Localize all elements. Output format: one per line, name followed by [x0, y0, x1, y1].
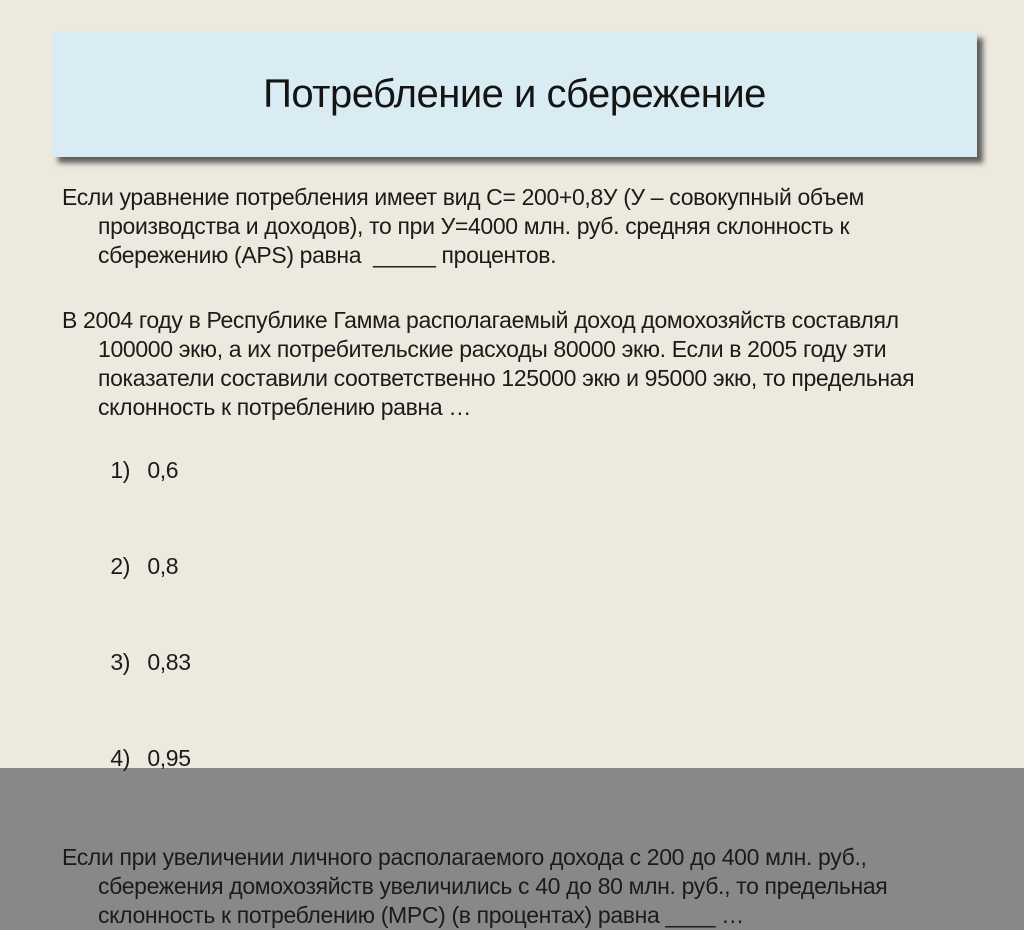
- slide-title: Потребление и сбережение: [263, 72, 766, 116]
- answer-option-number: 4): [110, 745, 131, 771]
- answer-option: [62, 422, 977, 518]
- question-2-line: склонность к потреблению равна …: [98, 394, 471, 420]
- answer-option: [62, 614, 977, 710]
- question-3-line: склонность к потреблению (MPC) (в процентах) равна ____ …: [98, 902, 744, 928]
- answer-option-value: 0,83: [147, 649, 191, 675]
- question-2-line: показатели составили соответственно 125000 экю и 95000 экю, то предельная: [98, 365, 915, 391]
- question-3-line: сбережения домохозяйств увеличились с 40 до 80 млн. руб., то предельная: [98, 873, 888, 899]
- question-1-line: Если уравнение потребления имеет вид С= 200+0,8У (У – совокупный объем: [62, 184, 864, 210]
- question-2-line: 100000 экю, а их потребительские расходы 80000 экю. Если в 2005 году эти: [98, 336, 887, 362]
- slide-title-box: [52, 32, 977, 157]
- answer-options-list: [62, 422, 977, 806]
- answer-option-value: 0,8: [147, 553, 179, 579]
- answer-option: [62, 710, 977, 806]
- question-2: [62, 306, 977, 422]
- answer-option-value: 0,95: [147, 745, 191, 771]
- answer-option-number: 3): [110, 649, 131, 675]
- question-3: [62, 843, 977, 930]
- answer-option-number: 2): [110, 553, 131, 579]
- answer-option-number: 1): [110, 457, 131, 483]
- question-3-line: Если при увеличении личного располагаемого дохода с 200 до 400 млн. руб.,: [62, 844, 867, 870]
- slide-body: [62, 183, 977, 930]
- question-1: [62, 183, 977, 270]
- answer-option-value: 0,6: [147, 457, 179, 483]
- answer-option: [62, 518, 977, 614]
- question-1-line: сбережению (APS) равна _____ процентов.: [98, 242, 557, 268]
- question-2-line: В 2004 году в Республике Гамма располагаемый доход домохозяйств составлял: [62, 307, 899, 333]
- question-1-line: производства и доходов), то при У=4000 млн. руб. средняя склонность к: [98, 213, 850, 239]
